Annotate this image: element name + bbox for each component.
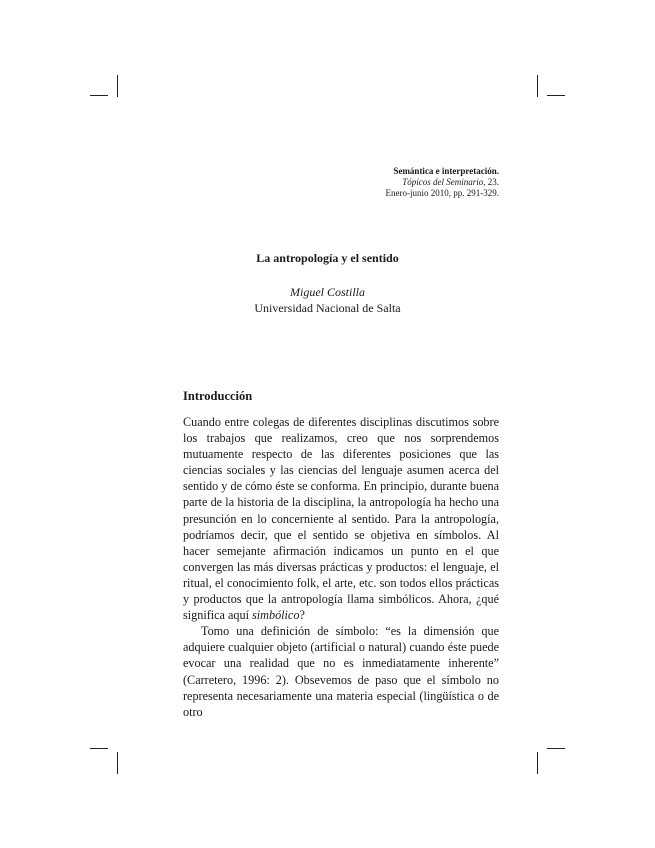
paragraph-1-text: Cuando entre colegas de diferentes disciplinas discutimos sobre los trabajos que realizamos, creo que nos sorprendemos mutuamente respecto de las diferentes posiciones que las ciencias sociales y las ciencias del lenguaje asumen acerca del sentido y de cómo éste se conforma. En principio, durante buena parte de la historia de la disciplina, la antropología ha hecho una presunción en lo concerniente al sentido. Para la antropología, podríamos decir, que el sentido se objetiva en símbolos. Al hacer semejante afirmación indicamos un punto en el que convergen las más diversas prácticas y productos: el lenguaje, el ritual, el conocimiento folk, el arte, etc. son todos ellos prácticas y productos que la antropología llama simbólicos. Ahora, ¿qué significa aquí <box>183 415 499 623</box>
crop-mark-bottom-left-h <box>90 748 108 749</box>
crop-mark-top-left-h <box>90 95 108 96</box>
article-title: La antropología y el sentido <box>256 251 399 265</box>
journal-pages: Enero-junio 2010, pp. 291-329. <box>385 188 499 198</box>
crop-mark-bottom-right-v <box>537 752 538 774</box>
crop-mark-bottom-left-v <box>117 752 118 774</box>
author-affiliation: Universidad Nacional de Salta <box>254 301 401 315</box>
journal-header <box>386 166 499 199</box>
crop-mark-top-right-h <box>547 95 565 96</box>
paragraph-1-end: ? <box>299 608 305 623</box>
crop-mark-top-right-v <box>537 75 538 97</box>
journal-name: Semántica e interpretación. <box>393 166 499 176</box>
crop-mark-top-left-v <box>117 75 118 97</box>
paragraph-1 <box>183 414 499 623</box>
paragraph-1-emphasis: simbólico <box>252 608 300 623</box>
section-heading: Introducción <box>183 389 253 403</box>
journal-issue-title: Tópicos del Seminario <box>402 177 484 187</box>
crop-mark-bottom-right-h <box>547 748 565 749</box>
journal-issue-number: , 23. <box>483 177 499 187</box>
paragraph-2: Tomo una definición de símbolo: “es la dimensión que adquiere cualquier objeto (artificial o natural) cuando éste puede evocar una realidad que no es inmediatamente inherente” (Carretero, 1996: 2). Obsevemos de paso que el símbolo no representa necesariamente una materia especial (lingüística o de otro <box>183 624 499 719</box>
journal-issue <box>386 177 499 188</box>
author-block <box>0 284 655 316</box>
body-text <box>183 414 499 720</box>
author-name: Miguel Costilla <box>290 285 365 299</box>
